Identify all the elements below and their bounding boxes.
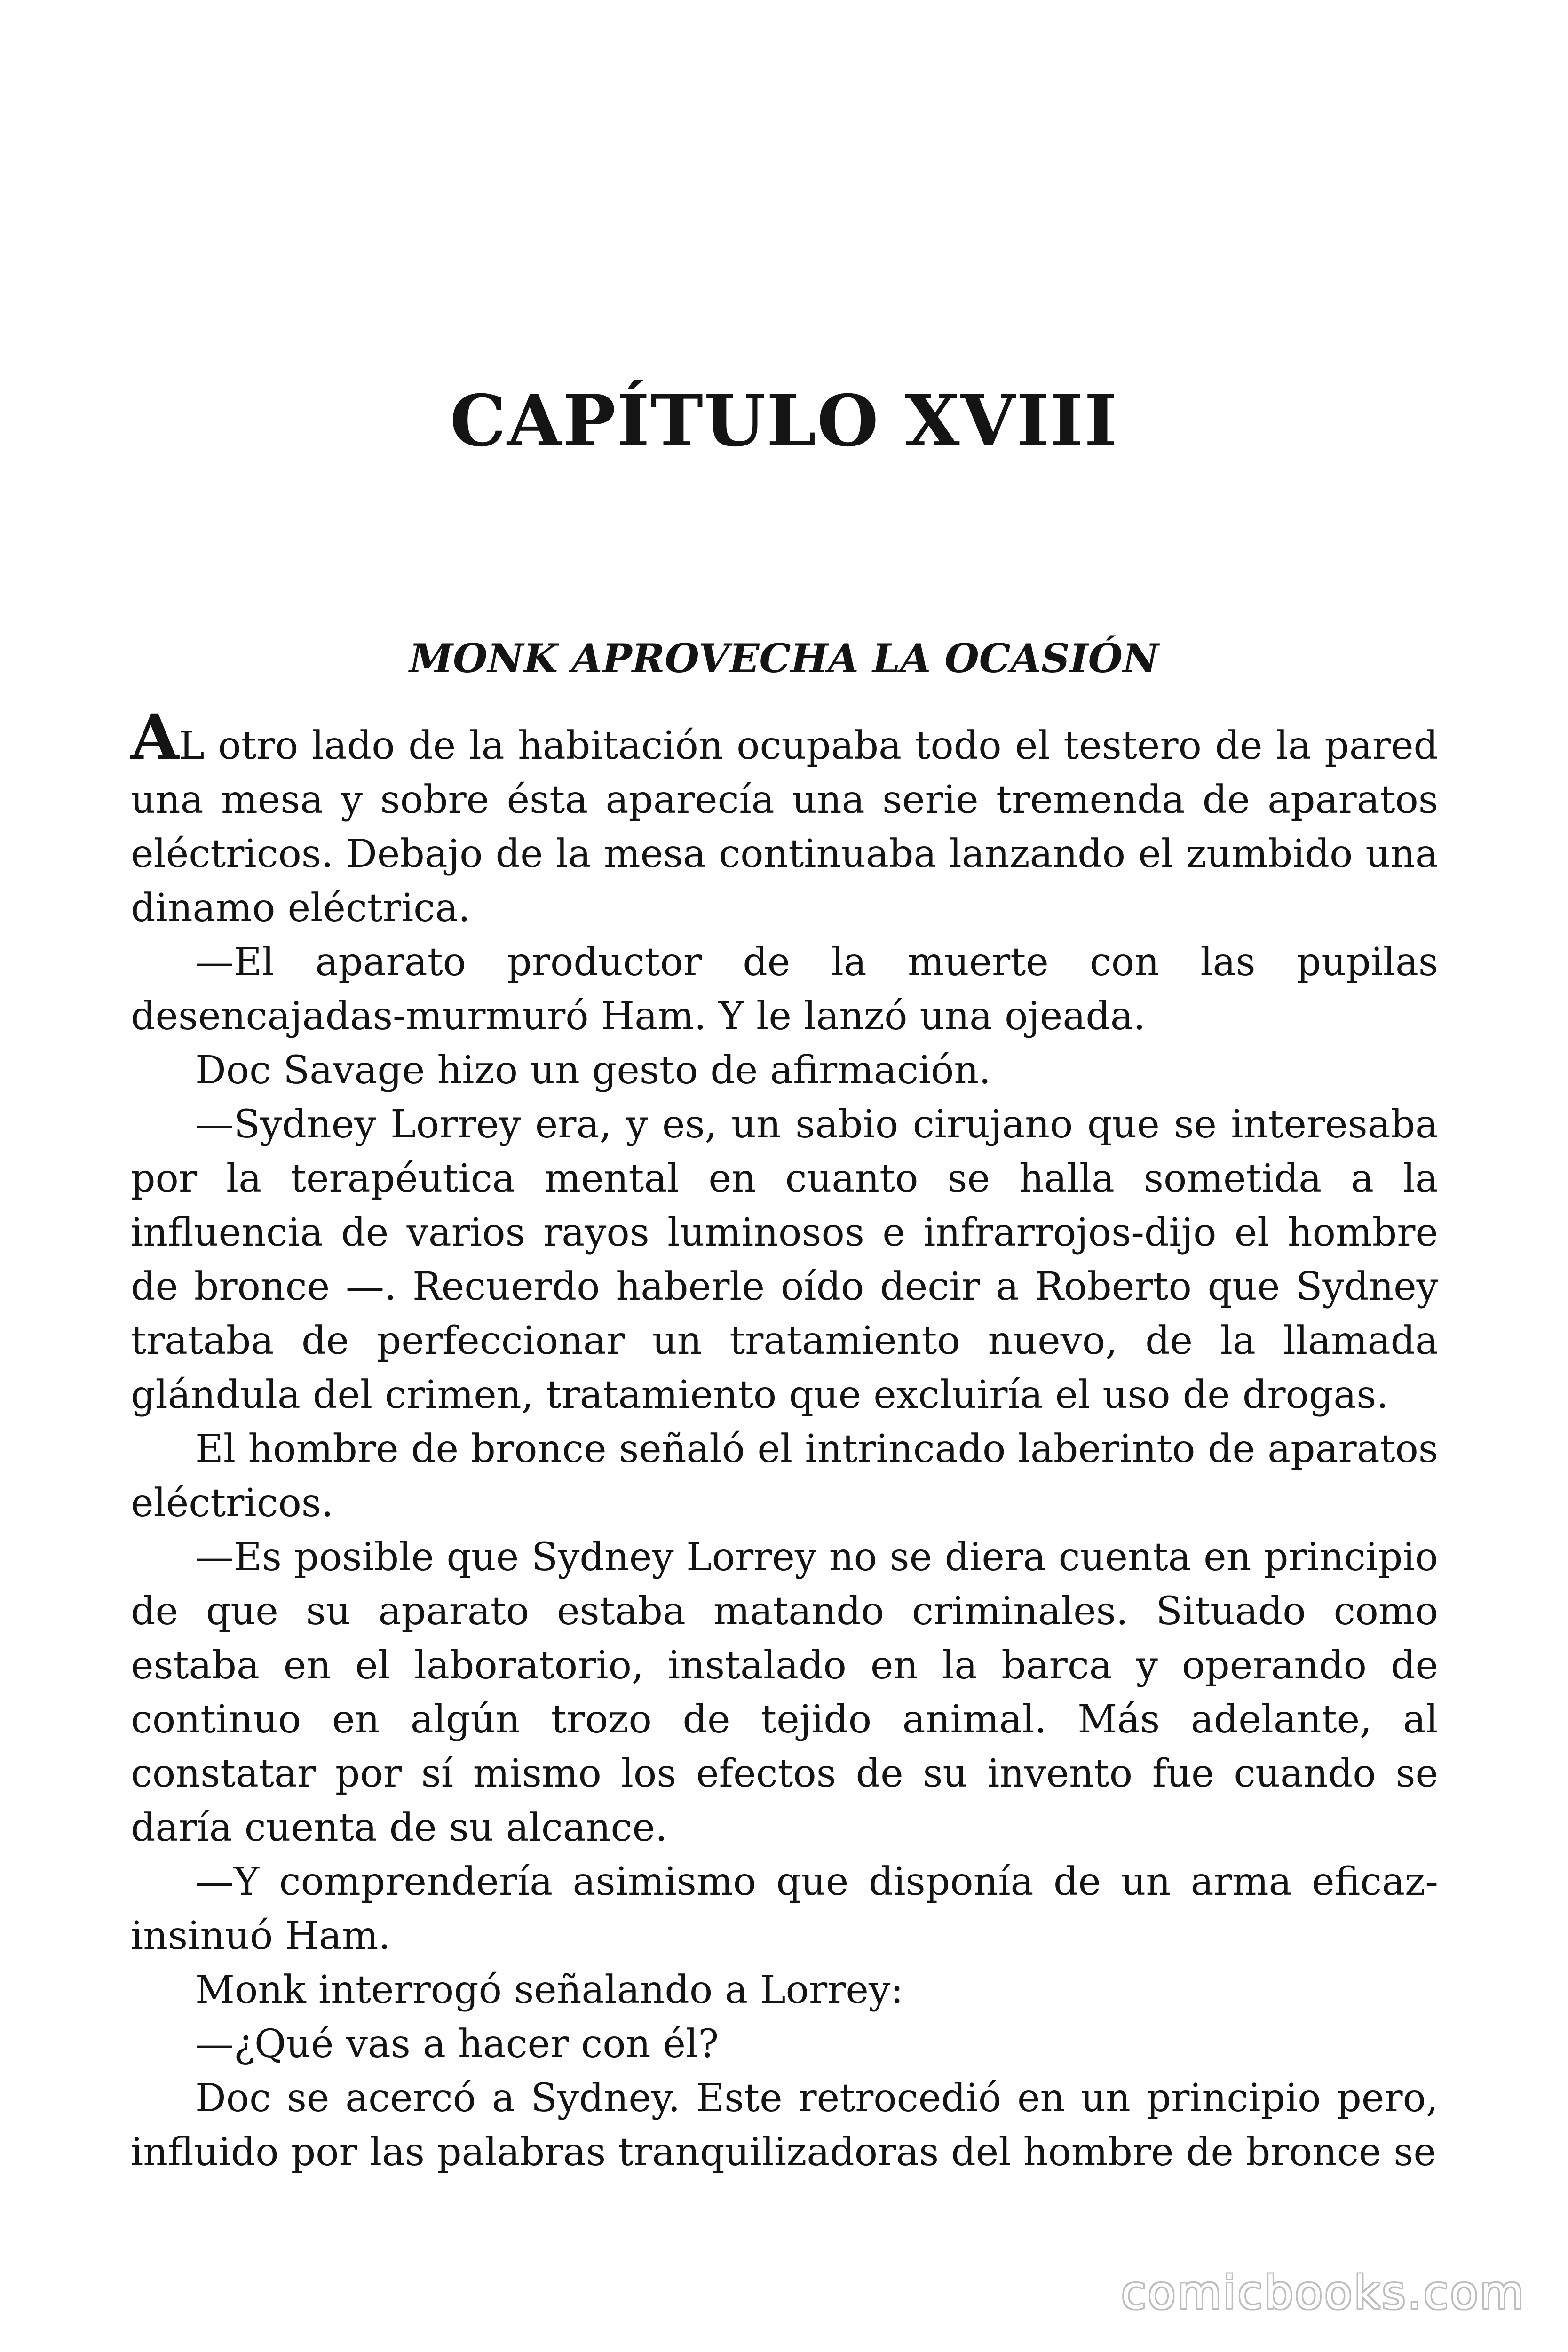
chapter-subtitle: MONK APROVECHA LA OCASIÓN	[409, 635, 1159, 682]
watermark-logo: comicbooks.com	[1121, 2266, 1526, 2319]
paragraph-3: Doc Savage hizo un gesto de afirmación.	[195, 1048, 991, 1093]
paragraph-2: —El aparato productor de la muerte con las pupilas desencajadas-murmuró Ham. Y le lanzó una ojeada.	[131, 940, 1438, 1039]
paragraph-8: Monk interrogó señalando a Lorrey:	[195, 1968, 903, 2012]
paragraph-5: El hombre de bronce señaló el intrincado laberinto de aparatos eléctricos.	[131, 1427, 1438, 1526]
paragraph-7: —Y comprendería asimismo que disponía de un arma eficaz-insinuó Ham.	[131, 1859, 1438, 1958]
chapter-body	[131, 701, 1438, 2179]
paragraph-4: —Sydney Lorrey era, y es, un sabio cirujano que se interesaba por la terapéutica mental en cuanto se halla sometida a la influencia de varios rayos luminosos e infrarrojos-dijo el hombre de bronce —. Recuerdo haberle oído decir a Roberto que Sydney trataba de perfeccionar un tratamiento nuevo, de la llamada glándula del crimen, tratamiento que excluiría el uso de drogas.	[131, 1102, 1438, 1417]
chapter-title: CAPÍTULO XVIII	[450, 380, 1118, 462]
paragraph-6: —Es posible que Sydney Lorrey no se diera cuenta en principio de que su aparato estaba matando criminales. Situado como estaba en el laboratorio, instalado en la barca y operando de continuo en algún trozo de tejido animal. Más adelante, al constatar por sí mismo los efectos de su invento fue cuando se daría cuenta de su alcance.	[131, 1535, 1438, 1850]
small-caps-lead: L	[179, 723, 205, 768]
paragraph-9: —¿Qué vas a hacer con él?	[195, 2022, 719, 2066]
paragraph-1-text: otro lado de la habitación ocupaba todo el testero de la pared una mesa y sobre ésta aparecía una serie tremenda de aparatos eléctricos. Debajo de la mesa continuaba lanzando el zumbido una dinamo eléctrica.	[131, 723, 1438, 930]
paragraph-1	[131, 701, 1438, 935]
paragraph-10: Doc se acercó a Sydney. Este retrocedió en un principio pero, influido por las palabras tranquilizadoras del hombre de bronce se	[131, 2076, 1438, 2175]
drop-cap-letter: A	[131, 701, 179, 774]
